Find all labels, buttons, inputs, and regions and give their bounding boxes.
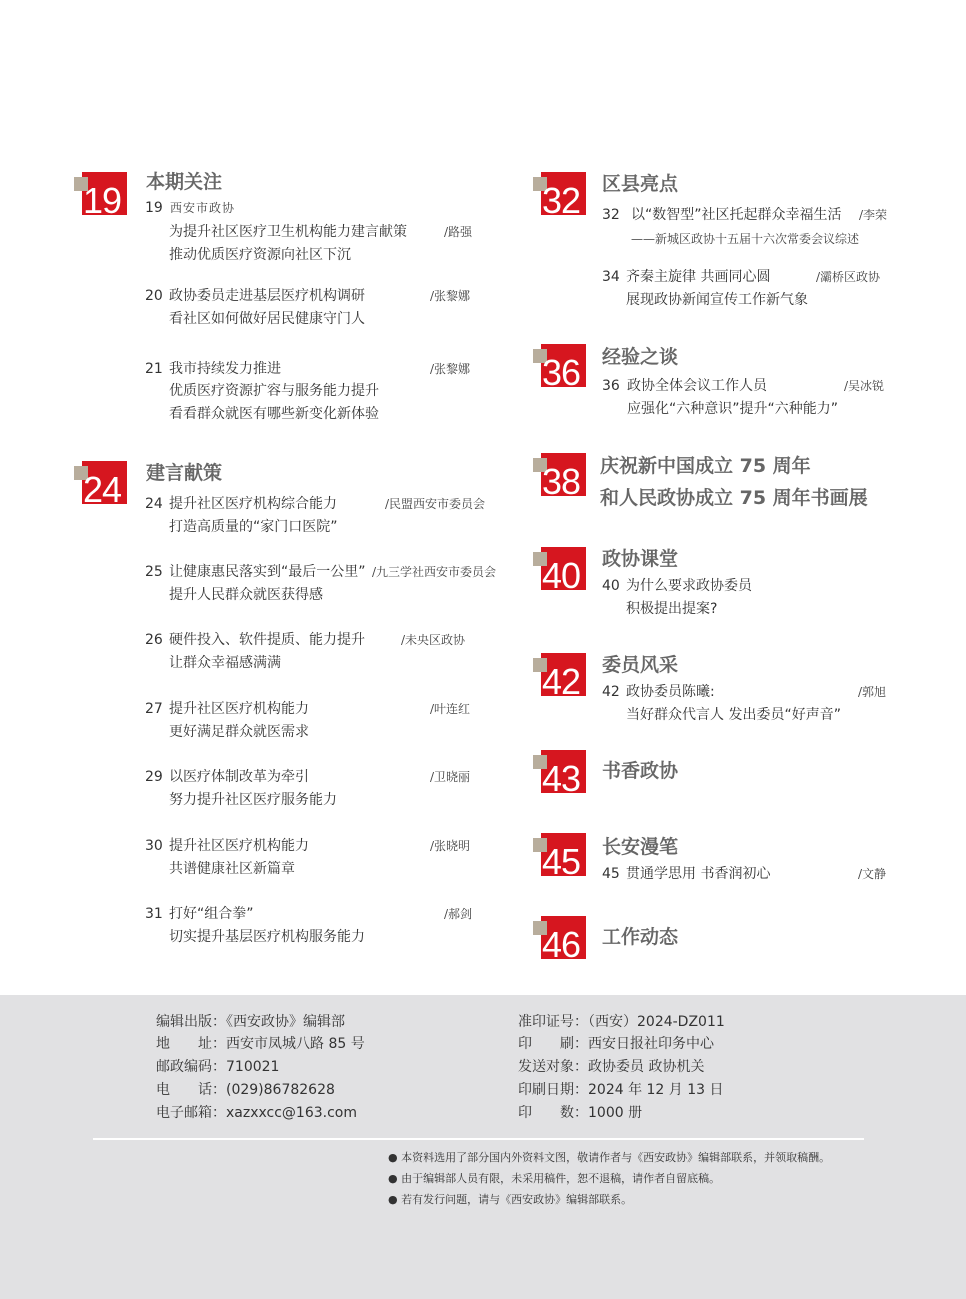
article-link[interactable]: 提升社区医疗机构能力: [169, 838, 309, 854]
article-link[interactable]: 硬件投入、软件提质、能力提升: [169, 632, 365, 648]
article-subtitle: 看社区如何做好居民健康守门人: [169, 311, 365, 327]
item-page: 27: [145, 701, 163, 717]
section-badge-45: [541, 833, 586, 882]
colophon-left-line: 邮政编码：710021: [156, 1059, 280, 1075]
section-badge-24: [82, 461, 127, 510]
section-title[interactable]: 书香政协: [602, 760, 679, 782]
item-page: 36: [602, 378, 620, 394]
item-page: 31: [145, 906, 163, 922]
article-subtitle: 切实提升基层医疗机构服务能力: [169, 929, 365, 945]
article-subtitle: ——新城区政协十五届十六次常委会议综述: [631, 232, 860, 246]
article-subtitle: 共谱健康社区新篇章: [169, 861, 295, 877]
byline: /灞桥区政协: [816, 270, 881, 284]
colophon-right-line: 印 数：1000 册: [518, 1105, 643, 1121]
colophon-right-line: 印 刷：西安日报社印务中心: [518, 1036, 714, 1052]
item-page: 34: [602, 269, 620, 285]
article-link[interactable]: 政协委员走进基层医疗机构调研: [169, 288, 365, 304]
article-link[interactable]: 贯通学思用 书香润初心: [626, 866, 771, 882]
byline: /叶连红: [430, 702, 471, 716]
article-subtitle: 当好群众代言人 发出委员“好声音”: [626, 707, 841, 723]
byline: /吴冰锐: [844, 379, 885, 393]
article-link[interactable]: 以医疗体制改革为牵引: [169, 769, 309, 785]
byline: /民盟西安市委员会: [385, 497, 486, 511]
notice-line: ● 本资料选用了部分国内外资料文图，敬请作者与《西安政协》编辑部联系，并领取稿酬。: [388, 1151, 831, 1164]
section-page-number: 38: [542, 461, 581, 502]
section-badge-43: [541, 750, 586, 799]
byline: /路强: [444, 225, 473, 239]
section-page-number: 36: [542, 352, 581, 393]
colophon-left-line: 编辑出版：《西安政协》编辑部: [156, 1014, 345, 1030]
section-title: 本期关注: [146, 171, 223, 193]
section-page-number: 43: [542, 758, 581, 799]
item-org: 西安市政协: [170, 201, 236, 215]
article-link[interactable]: 为提升社区医疗卫生机构能力建言献策: [169, 224, 407, 240]
section-title: 长安漫笔: [602, 836, 679, 858]
article-subtitle: 积极提出提案?: [626, 601, 718, 617]
item-page: 45: [602, 866, 620, 882]
section-title: 委员风采: [602, 654, 679, 676]
article-subtitle: 应强化“六种意识”提升“六种能力”: [627, 401, 839, 417]
notice-line: ● 由于编辑部人员有限，未采用稿件，恕不退稿，请作者自留底稿。: [388, 1172, 721, 1185]
byline: /张黎娜: [430, 362, 471, 376]
article-subtitle: 更好满足群众就医需求: [169, 724, 309, 740]
article-link[interactable]: 让健康惠民落实到“最后一公里”: [169, 564, 366, 580]
byline: /九三学社西安市委员会: [372, 565, 497, 579]
byline: /郝剑: [444, 907, 473, 921]
byline: /张晓明: [430, 839, 471, 853]
byline: /文静: [858, 867, 887, 881]
section-page-number: 46: [542, 924, 581, 965]
item-page: 20: [145, 288, 163, 304]
article-link[interactable]: 政协委员陈曦:: [626, 684, 715, 700]
section-title[interactable]: 庆祝新中国成立 75 周年: [600, 455, 811, 477]
item-page: 30: [145, 838, 163, 854]
byline: /李荣: [859, 208, 888, 222]
article-subtitle: 优质医疗资源扩容与服务能力提升: [169, 383, 379, 399]
section-badge-42: [541, 653, 586, 702]
article-subtitle: 提升人民群众就医获得感: [169, 587, 323, 603]
article-subtitle: 展现政协新闻宣传工作新气象: [626, 292, 808, 308]
item-page: 42: [602, 684, 620, 700]
item-page: 19: [145, 200, 163, 216]
section-page-number: 40: [542, 555, 581, 596]
article-link[interactable]: 我市持续发力推进: [169, 361, 281, 377]
item-page: 25: [145, 564, 163, 580]
section-badge-40: [541, 547, 586, 596]
article-subtitle: 打造高质量的“家门口医院”: [169, 519, 338, 535]
item-page: 26: [145, 632, 163, 648]
article-subtitle: 让群众幸福感满满: [169, 655, 281, 671]
article-link[interactable]: 提升社区医疗机构能力: [169, 701, 309, 717]
colophon-left-line: 地 址：西安市凤城八路 85 号: [156, 1036, 365, 1052]
section-title: 建言献策: [146, 462, 223, 484]
section-badge-46: [541, 916, 586, 965]
section-title: 区县亮点: [602, 173, 679, 195]
article-link[interactable]: 齐秦主旋律 共画同心圆: [626, 269, 771, 285]
section-badge-32: [541, 172, 586, 221]
article-link[interactable]: 以“数智型”社区托起群众幸福生活: [631, 207, 842, 223]
notice-line: ● 若有发行问题，请与《西安政协》编辑部联系。: [388, 1193, 633, 1206]
colophon-right-line: 发送对象：政协委员 政协机关: [518, 1059, 705, 1075]
item-page: 21: [145, 361, 163, 377]
item-page: 29: [145, 769, 163, 785]
section-title[interactable]: 工作动态: [602, 926, 679, 948]
section-page-number: 42: [542, 661, 581, 702]
section-badge-38: [541, 453, 586, 502]
section-title-line2: 和人民政协成立 75 周年书画展: [600, 487, 868, 509]
byline: /卫晓丽: [430, 770, 471, 784]
colophon-left-line: 电 话：(029)86782628: [156, 1082, 335, 1098]
article-link[interactable]: 为什么要求政协委员: [626, 578, 752, 594]
section-page-number: 45: [542, 841, 581, 882]
section-page-number: 32: [542, 180, 581, 221]
section-page-number: 24: [83, 469, 122, 510]
article-subtitle: 看看群众就医有哪些新变化新体验: [169, 406, 379, 422]
section-badge-36: [541, 344, 586, 393]
byline: /郭旭: [858, 685, 887, 699]
article-subtitle: 推动优质医疗资源向社区下沉: [169, 247, 351, 263]
colophon-left-line: 电子邮箱：xazxxcc@163.com: [156, 1105, 358, 1121]
article-link[interactable]: 打好“组合拳”: [169, 906, 254, 922]
section-title: 经验之谈: [602, 346, 679, 368]
byline: /张黎娜: [430, 289, 471, 303]
article-link[interactable]: 政协全体会议工作人员: [627, 378, 767, 394]
section-badge-19: [82, 172, 127, 221]
colophon-right-line: 准印证号：（西安）2024-DZ011: [518, 1014, 725, 1030]
article-subtitle: 努力提升社区医疗服务能力: [169, 792, 337, 808]
colophon-right-line: 印刷日期：2024 年 12 月 13 日: [518, 1082, 724, 1098]
item-page: 32: [602, 207, 620, 223]
divider: [93, 1138, 864, 1140]
item-page: 40: [602, 578, 620, 594]
byline: /未央区政协: [401, 633, 466, 647]
colophon: [0, 995, 966, 1299]
section-page-number: 19: [83, 180, 122, 221]
article-link[interactable]: 提升社区医疗机构综合能力: [169, 496, 337, 512]
section-title: 政协课堂: [602, 548, 679, 570]
item-page: 24: [145, 496, 163, 512]
